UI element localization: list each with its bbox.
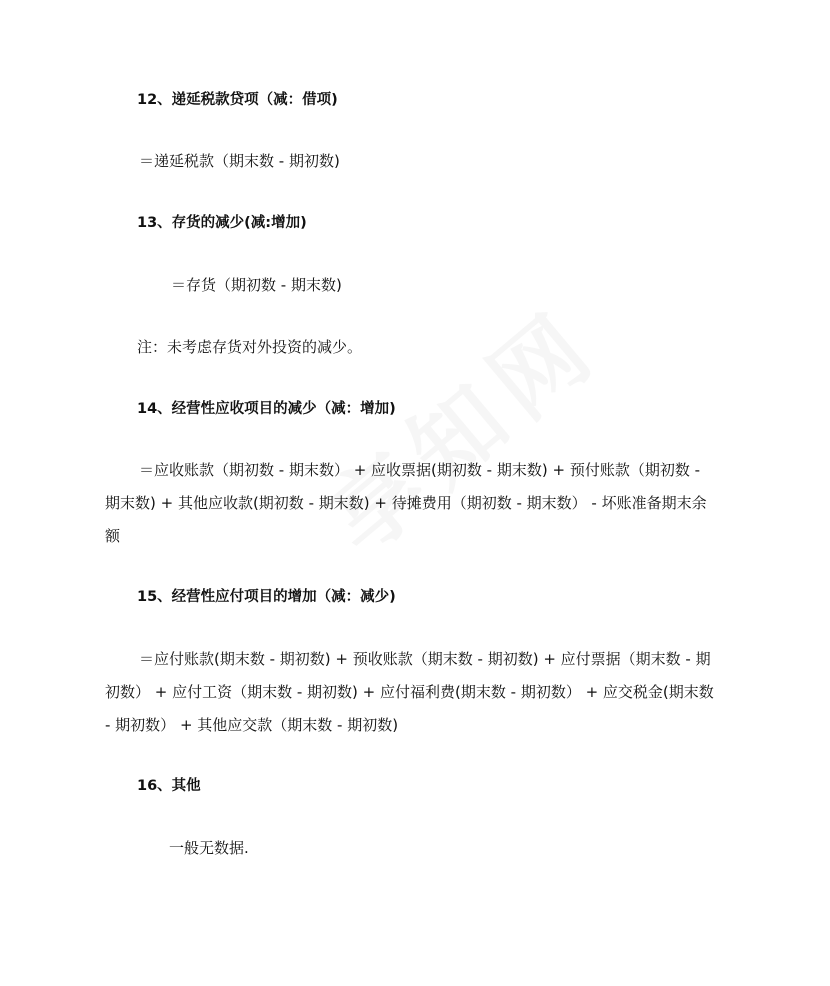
heading-13: 13、存货的减少(减:增加)	[137, 215, 307, 231]
formula-15-line-1: ＝应付账款(期末数 - 期初数) + 预收账款（期末数 - 期初数) + 应付票据（期末数 - 期	[139, 650, 711, 668]
formula-14-line-1: ＝应收账款（期初数 - 期末数） + 应收票据(期初数 - 期末数) + 预付账款（期初数 -	[139, 461, 700, 479]
formula-15-line-2: 初数） + 应付工资（期末数 - 期初数) + 应付福利费(期末数 - 期初数） + 应交税金(期末数	[105, 683, 714, 701]
formula-14-line-2: 期末数) + 其他应收款(期初数 - 期末数) + 待摊费用（期初数 - 期末数） - 坏账准备期末余	[105, 494, 707, 512]
formula-16: 一般无数据.	[169, 839, 249, 857]
heading-15: 15、经营性应付项目的增加（减：减少)	[137, 589, 396, 605]
formula-13: ＝存货（期初数 - 期末数)	[171, 276, 342, 294]
formula-15-line-3: - 期初数） + 其他应交款（期末数 - 期初数)	[105, 716, 399, 734]
watermark	[295, 273, 623, 579]
heading-14: 14、经营性应收项目的减少（减：增加)	[137, 401, 396, 417]
note-13: 注：未考虑存货对外投资的减少。	[137, 338, 363, 356]
heading-12: 12、递延税款贷项（减：借项)	[137, 92, 338, 108]
heading-16: 16、其他	[137, 778, 201, 794]
formula-12: ＝递延税款（期末数 - 期初数)	[139, 152, 340, 170]
formula-14-line-3: 额	[105, 527, 121, 545]
